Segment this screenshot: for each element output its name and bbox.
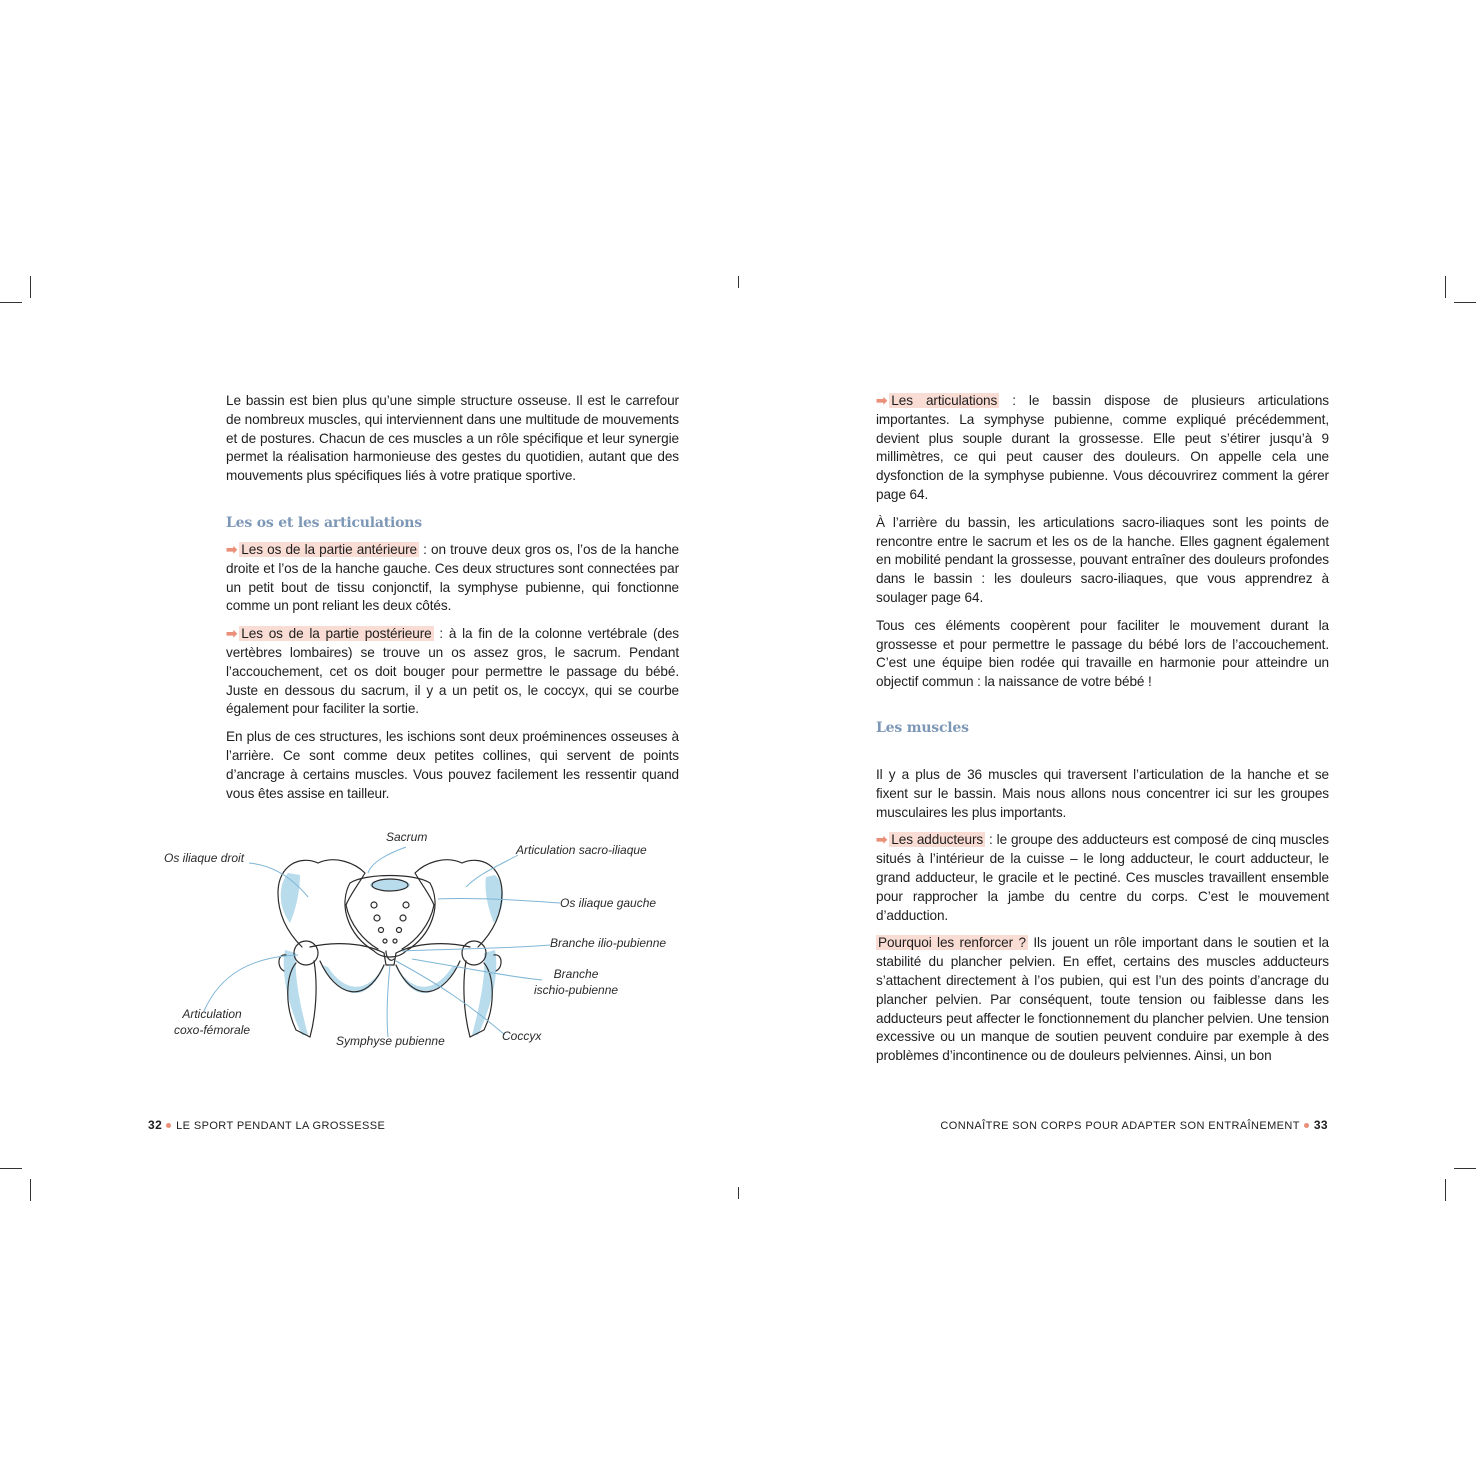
label-articulation-coxo-femorale <box>174 1006 250 1038</box>
crop-mark <box>1454 302 1476 303</box>
arrow-icon: ➡ <box>226 626 238 642</box>
right-page <box>876 392 1329 1075</box>
label-os-iliaque-gauche: Os iliaque gauche <box>560 896 657 910</box>
label-os-iliaque-droit: Os iliaque droit <box>164 851 245 865</box>
crop-mark <box>0 1168 22 1169</box>
highlight-label: Les os de la partie antérieure <box>241 541 417 557</box>
footer-right <box>940 1118 1328 1132</box>
label-line: Articulation <box>182 1007 242 1021</box>
running-title: LE SPORT PENDANT LA GROSSESSE <box>176 1120 386 1132</box>
left-page <box>226 392 679 812</box>
arrow-icon: ➡ <box>876 393 888 408</box>
footer-left <box>148 1118 385 1132</box>
label-coccyx: Coccyx <box>502 1029 542 1043</box>
bullet-dot-icon <box>166 1123 171 1128</box>
articulations-item <box>876 392 1329 505</box>
cooperation-paragraph: Tous ces éléments coopèrent pour faciliter le mouvement durant la grossesse et pour permettre le passage du bébé lors de l’accouchement. C’est une équipe bien rodée qui travaille en harmonie pour atteindre un objectif commun : la naissance de votre bébé ! <box>876 617 1329 690</box>
label-sacrum: Sacrum <box>386 830 428 844</box>
question-highlight: Pourquoi les renforcer ? <box>878 935 1026 951</box>
label-line: Branche <box>553 967 599 981</box>
label-branche-ilio-pubienne: Branche ilio-pubienne <box>550 936 667 950</box>
crop-mark <box>30 276 31 298</box>
arrow-icon: ➡ <box>226 541 238 557</box>
adducteurs-item <box>876 831 1329 925</box>
crop-mark <box>1445 1179 1446 1201</box>
crop-mark <box>738 1187 739 1199</box>
running-title: CONNAÎTRE SON CORPS POUR ADAPTER SON ENTRAÎNEMENT <box>940 1120 1300 1132</box>
pelvis-illustration <box>150 825 680 1055</box>
posterior-bones-item <box>226 625 679 719</box>
question-text: Ils jouent un rôle important dans le soutien et la stabilité du plancher pelvien. En effet, certains des muscles adducteurs s’attachent directement à l’os pubien, qui est l’un des points d’ancrage du plancher pelvien. Par conséquent, toute tension ou faiblesse dans les adducteurs peut affecter le fonctionnement du plancher pelvien. Une tension excessive ou un manque de soutien peuvent conduire par exemple à des problèmes d’incontinence ou de douleurs pelviennes. Ainsi, un bon <box>876 935 1329 1064</box>
label-symphyse-pubienne: Symphyse pubienne <box>336 1034 445 1048</box>
anterior-bones-item <box>226 541 679 616</box>
highlight-label: Les adducteurs <box>891 832 984 848</box>
section-heading-muscles: Les muscles <box>876 719 969 736</box>
label-line: ischio-pubienne <box>534 983 619 997</box>
highlight-label: Les os de la partie postérieure <box>241 626 432 642</box>
crop-mark <box>738 276 739 288</box>
muscles-intro-paragraph: Il y a plus de 36 muscles qui traversent l’articulation de la hanche et se fixent sur le bassin. Mais nous allons nous concentrer ici sur les groupes musculaires les plus importants. <box>876 766 1329 820</box>
page-number: 32 <box>148 1118 163 1132</box>
intro-paragraph: Le bassin est bien plus qu’une simple structure osseuse. Il est le carrefour de nombreux muscles, qui interviennent dans une multitude de mouvements et de postures. Chacun de ces muscles a un rôle spécifique et leur synergie permet la réalisation harmonieuse des gestes du quotidien, autant que des mouvements plus spécifiques liés à votre pratique sportive. <box>226 393 679 484</box>
highlight-label: Les articulations <box>891 393 998 408</box>
crop-mark <box>1445 276 1446 298</box>
ischion-paragraph: En plus de ces structures, les ischions sont deux proéminences osseuses à l’arrière. Ce sont comme deux petites collines, qui servent de points d’ancrage à certains muscles. Vous pouvez facilement les ressentir quand vous êtes assise en tailleur. <box>226 729 679 801</box>
item-text: : on trouve deux gros os, l’os de la hanche droite et l’os de la hanche gauche. Ces deux structures sont connectées par un petit bout de tissu conjonctif, la symphyse pubienne, qui fonctionne comme un pont reliant les deux côtés. <box>226 541 679 614</box>
page-number: 33 <box>1313 1118 1328 1132</box>
question-paragraph <box>876 934 1329 1066</box>
item-text: : à la fin de la colonne vertébrale (des vertèbres lombaires) se trouve un os assez gros, le sacrum. Pendant l’accouchement, cet os doit bouger pour permettre le passage du bébé. Juste en dessous du sacrum, il y a un petit os, le coccyx, qui se courbe également pour faciliter la sortie. <box>226 626 679 717</box>
bullet-dot-icon <box>1304 1123 1309 1128</box>
arrow-icon: ➡ <box>876 832 888 848</box>
item-text: : le bassin dispose de plusieurs articulations importantes. La symphyse pubienne, comme expliqué précédemment, devient plus souple durant la grossesse. Elle peut s’étirer jusqu’à 9 millimètres, ce qui peut causer des douleurs. On appelle cela une dysfonction de la symphyse pubienne. Vous découvrirez comment la gérer page 64. <box>876 393 1329 502</box>
crop-mark <box>30 1179 31 1201</box>
label-line: coxo-fémorale <box>174 1023 251 1037</box>
section-heading-bones: Les os et les articulations <box>226 514 422 531</box>
crop-mark <box>1454 1168 1476 1169</box>
label-branche-ischio-pubienne <box>534 966 618 998</box>
sacro-iliac-paragraph: À l’arrière du bassin, les articulations sacro-iliaques sont les points de rencontre entre le sacrum et les os de la hanche. Elles gagnent également en mobilité pendant la grossesse, pouvant entraîner des douleurs profondes dans le bassin : les douleurs sacro-iliaques, que vous apprendrez à soulager page 64. <box>876 514 1329 605</box>
item-text: : le groupe des adducteurs est composé de cinq muscles situés à l’intérieur de la cuisse – le long adducteur, le court adducteur, le grand adducteur, le gracile et le pectiné. Ces muscles travaillent ensemble pour rapprocher la jambe du centre du corps. C’est le mouvement d’adduction. <box>876 832 1329 923</box>
label-articulation-sacro-iliaque: Articulation sacro-iliaque <box>516 843 647 857</box>
crop-mark <box>0 302 22 303</box>
